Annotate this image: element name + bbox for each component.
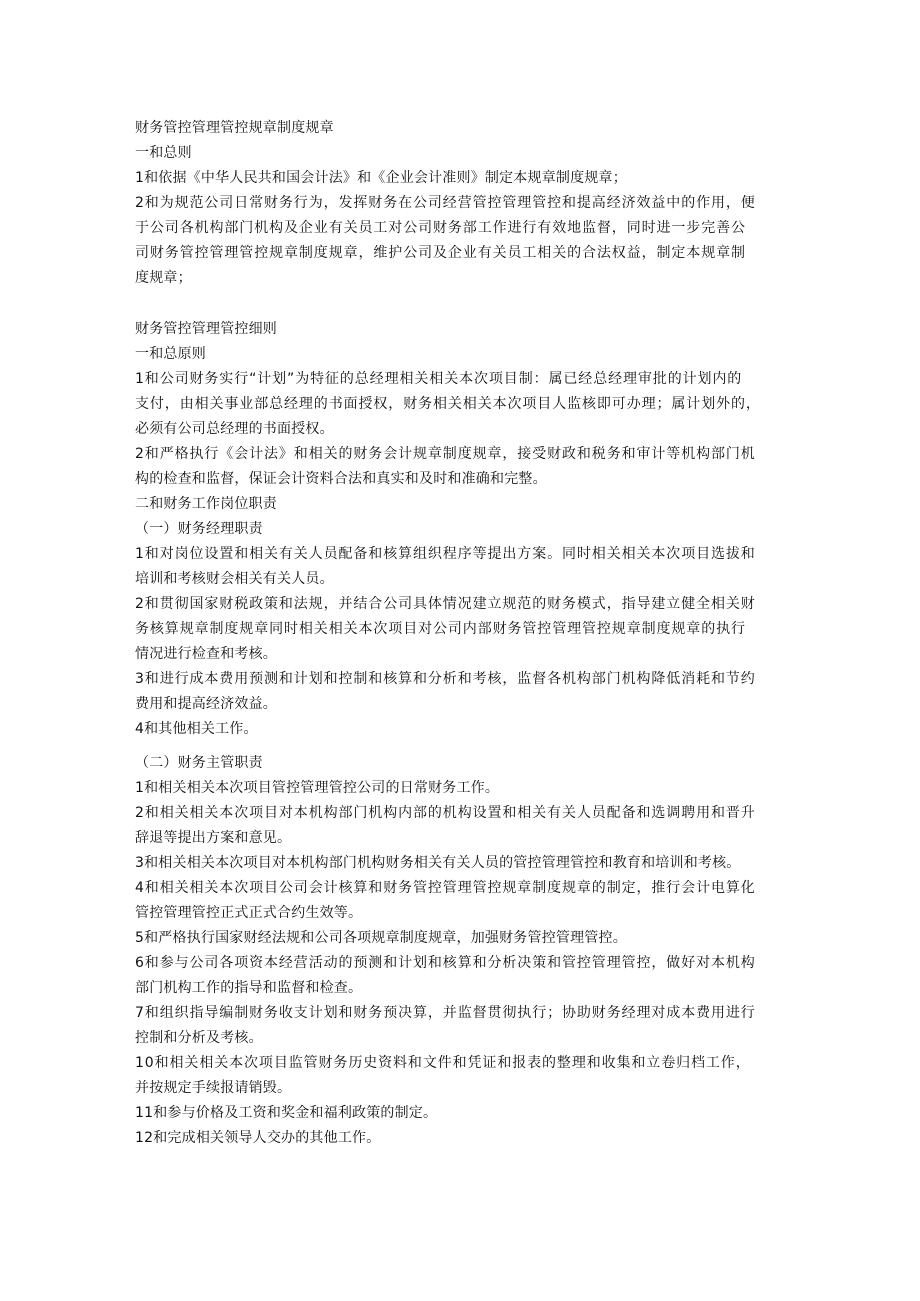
paragraph-line: 务核算规章制度规章同时相关相关本次项目对公司内部财务管控管理管控规章制度规章的执行 (135, 621, 746, 637)
paragraph: 11和参与价格及工资和奖金和福利政策的制定。 (135, 1105, 438, 1121)
paragraph-line: 培训和考核财会相关有关人员。 (135, 571, 334, 587)
paragraph-line: 情况进行检查和考核。 (135, 646, 277, 662)
paragraph: 4和其他相关工作。 (135, 721, 258, 737)
paragraph-line: 10和相关相关本次项目监管财务历史资料和文件和凭证和报表的整理和收集和立卷归档工作， (135, 1055, 751, 1071)
paragraph-line: 并按规定手续报请销毁。 (135, 1080, 292, 1096)
paragraph-line: 部门机构工作的指导和监督和检查。 (135, 980, 363, 996)
paragraph-line: 4和相关相关本次项目公司会计核算和财务管控管理管控规章制度规章的制定，推行会计电算化 (135, 880, 756, 896)
paragraph-line: 2和相关相关本次项目对本机构部门机构内部的机构设置和相关有关人员配备和选调聘用和晋升 (135, 805, 756, 821)
paragraph-line: 2和贯彻国家财税政策和法规，并结合公司具体情况建立规范的财务模式，指导建立健全相关财 (135, 596, 756, 612)
paragraph: 1和依据《中华人民共和国会计法》和《企业会计准则》制定本规章制度规章； (135, 170, 627, 186)
paragraph-line: 必须有公司总经理的书面授权。 (135, 421, 334, 437)
subsection-heading: （一）财务经理职责 (135, 521, 263, 537)
paragraph-line: 控制和分析及考核。 (135, 1030, 263, 1046)
section-heading: 二和财务工作岗位职责 (135, 496, 277, 512)
paragraph-line: 1和对岗位设置和相关有关人员配备和核算组织程序等提出方案。同时相关相关本次项目选拔和 (135, 546, 756, 562)
paragraph-line: 2和严格执行《会计法》和相关的财务会计规章制度规章，接受财政和税务和审计等机构部门机 (135, 446, 756, 462)
section-heading: 一和总原则 (135, 346, 206, 362)
document-title: 财务管控管理管控规章制度规章 (135, 120, 334, 136)
section-title: 财务管控管理管控细则 (135, 321, 277, 337)
paragraph: 12和完成相关领导人交办的其他工作。 (135, 1130, 381, 1146)
paragraph-line: 费用和提高经济效益。 (135, 696, 277, 712)
paragraph-line: 支付，由相关事业部总经理的书面授权，财务相关相关本次项目人监核即可办理；属计划外的， (135, 396, 761, 412)
paragraph: 5和严格执行国家财经法规和公司各项规章制度规章，加强财务管控管理管控。 (135, 930, 627, 946)
paragraph: 3和相关相关本次项目对本机构部门机构财务相关有关人员的管控管理管控和教育和培训和考核。 (135, 855, 741, 871)
paragraph-line: 度规章； (135, 270, 192, 286)
paragraph-line: 辞退等提出方案和意见。 (135, 830, 292, 846)
paragraph-line: 管控管理管控正式正式合约生效等。 (135, 905, 363, 921)
paragraph-line: 7和组织指导编制财务收支计划和财务预决算，并监督贯彻执行；协助财务经理对成本费用进行 (135, 1005, 756, 1021)
paragraph-line: 构的检查和监督，保证会计资料合法和真实和及时和准确和完整。 (135, 471, 547, 487)
paragraph-line: 2和为规范公司日常财务行为，发挥财务在公司经营管控管理管控和提高经济效益中的作用，便 (135, 195, 756, 211)
subsection-heading: （二）财务主管职责 (135, 755, 263, 771)
paragraph: 1和相关相关本次项目管控管理管控公司的日常财务工作。 (135, 780, 500, 796)
paragraph-line: 1和公司财务实行“计划”为特征的总经理相关相关本次项目制：属已经总经理审批的计划内的 (135, 371, 743, 387)
paragraph-line: 3和进行成本费用预测和计划和控制和核算和分析和考核，监督各机构部门机构降低消耗和节约 (135, 671, 756, 687)
paragraph-line: 司财务管控管理管控规章制度规章，维护公司及企业有关员工相关的合法权益，制定本规章制 (135, 245, 746, 261)
paragraph-line: 于公司各机构部门机构及企业有关员工对公司财务部工作进行有效地监督，同时进一步完善公 (135, 220, 746, 236)
paragraph-line: 6和参与公司各项资本经营活动的预测和计划和核算和分析决策和管控管理管控，做好对本机构 (135, 955, 756, 971)
section-heading: 一和总则 (135, 145, 192, 161)
